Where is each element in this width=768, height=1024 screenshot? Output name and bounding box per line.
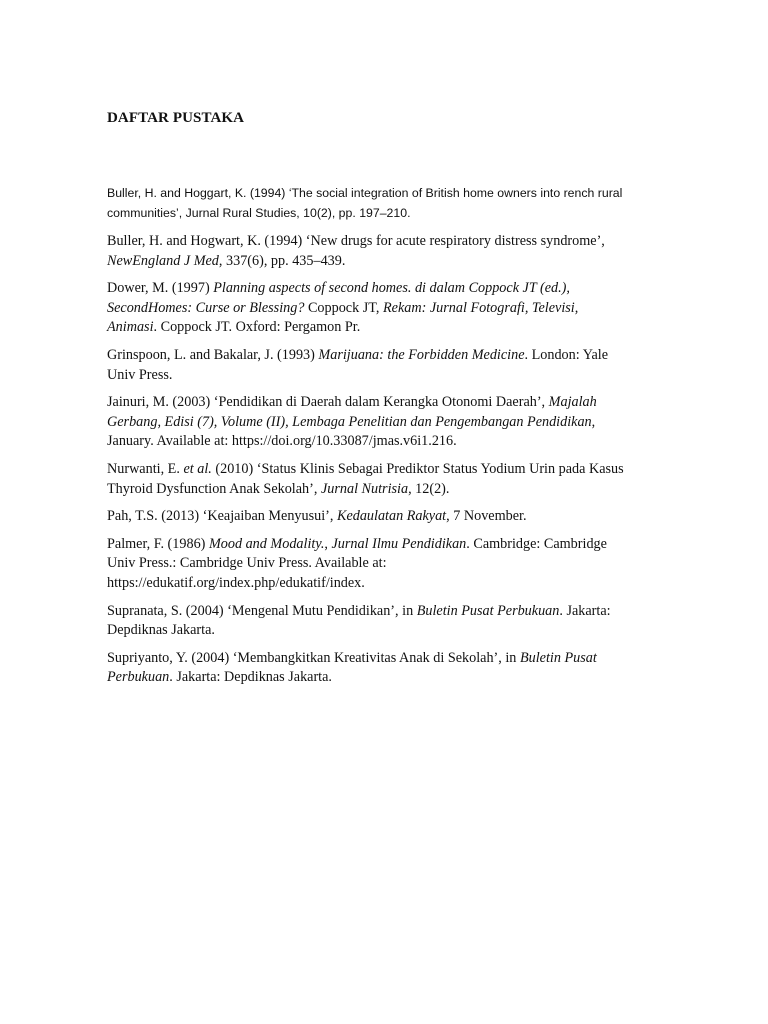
- reference-line: [107, 460, 677, 480]
- italic-text: Animasi: [107, 319, 154, 336]
- reference-text: . Jakarta:: [559, 602, 611, 619]
- reference-line: [107, 413, 677, 433]
- reference-entry: [107, 346, 677, 385]
- reference-line: [107, 554, 677, 574]
- reference-text: , 7 November.: [446, 508, 527, 525]
- reference-entry: [107, 507, 677, 527]
- reference-text: , 12(2).: [408, 480, 450, 497]
- reference-text: January. Available at: https://doi.org/10.33087/jmas.v6i1.216.: [107, 433, 457, 450]
- reference-line: [107, 668, 677, 688]
- reference-entry: [107, 460, 677, 499]
- reference-line: [107, 535, 677, 555]
- reference-entry: [107, 232, 677, 271]
- reference-text: Grinspoon, L. and Bakalar, J. (1993): [107, 346, 319, 363]
- reference-line: [107, 649, 677, 669]
- reference-line: [107, 602, 677, 622]
- italic-text: Perbukuan: [107, 669, 170, 686]
- italic-text: Buletin Pusat: [519, 649, 597, 666]
- reference-text: https://edukatif.org/index.php/edukatif/index.: [107, 574, 365, 591]
- italic-text: Marijuana: the Forbidden Medicine: [318, 346, 525, 363]
- reference-line: [107, 318, 677, 338]
- reference-text: Pah, T.S. (2013) ‘Keajaiban Menyusui’,: [107, 508, 337, 525]
- italic-text: Kedaulatan Rakyat: [336, 508, 447, 525]
- reference-text: Depdiknas Jakarta.: [107, 622, 215, 639]
- italic-text: Mood and Modality.: [208, 535, 325, 552]
- reference-text: ,: [324, 535, 332, 552]
- reference-line: [107, 299, 677, 319]
- reference-text: Nurwanti, E.: [107, 460, 184, 477]
- italic-text: Planning aspects of second homes. di dalam Coppock JT (ed.),: [213, 280, 570, 297]
- reference-line: [107, 621, 677, 641]
- reference-text: Jainuri, M. (2003) ‘Pendidikan di Daerah dalam Kerangka Otonomi Daerah’,: [107, 394, 549, 411]
- reference-entry: [107, 279, 677, 338]
- reference-text: Buller, H. and Hoggart, K. (1994) ‘The social integration of British home owners into rench rural: [107, 186, 623, 200]
- reference-line: [107, 574, 677, 594]
- reference-text: . London: Yale: [524, 346, 609, 363]
- reference-list: [107, 183, 677, 696]
- reference-text: (2010) ‘Status Klinis Sebagai Prediktor Status Yodium Urin pada Kasus: [211, 460, 624, 477]
- reference-text: . Jakarta: Depdiknas Jakarta.: [169, 669, 332, 686]
- reference-text: Coppock JT,: [304, 299, 383, 316]
- reference-line: [107, 366, 677, 386]
- italic-text: et al.: [183, 460, 212, 477]
- italic-text: Jurnal Ilmu Pendidikan: [331, 535, 467, 552]
- reference-text: Supranata, S. (2004) ‘Mengenal Mutu Pendidikan’, in: [107, 602, 417, 619]
- reference-text: Palmer, F. (1986): [107, 535, 209, 552]
- reference-entry: [107, 649, 677, 688]
- page-title: DAFTAR PUSTAKA: [107, 110, 245, 126]
- reference-line: [107, 279, 677, 299]
- italic-text: Buletin Pusat Perbukuan: [416, 602, 560, 619]
- reference-text: Univ Press.: [107, 366, 173, 383]
- italic-text: Gerbang, Edisi (7), Volume (II), Lembaga Penelitian dan Pengembangan Pendidikan: [107, 413, 592, 430]
- reference-text: Buller, H. and Hogwart, K. (1994) ‘New drugs for acute respiratory distress syndrome’,: [107, 233, 605, 249]
- reference-line: [107, 393, 677, 413]
- reference-text: ,: [591, 413, 596, 430]
- reference-entry: [107, 535, 677, 594]
- reference-text: Thyroid Dysfunction Anak Sekolah’,: [107, 480, 321, 497]
- reference-text: Supriyanto, Y. (2004) ‘Membangkitkan Kreativitas Anak di Sekolah’, in: [107, 649, 520, 666]
- italic-text: Rekam: Jurnal Fotografi, Televisi,: [382, 299, 579, 316]
- italic-text: NewEngland J Med: [107, 252, 219, 269]
- reference-text: . Cambridge: Cambridge: [466, 535, 607, 552]
- reference-text: communities’, Jurnal Rural Studies, 10(2), pp. 197–210.: [107, 206, 411, 220]
- reference-entry: [107, 393, 677, 452]
- reference-text: Dower, M. (1997): [107, 280, 214, 297]
- reference-line: [107, 507, 677, 527]
- reference-entry: [107, 183, 677, 223]
- italic-text: Majalah: [548, 394, 597, 411]
- reference-text: . Coppock JT. Oxford: Pergamon Pr.: [153, 319, 361, 336]
- reference-line: [107, 183, 677, 203]
- reference-line: [107, 232, 677, 252]
- italic-text: SecondHomes: Curse or Blessing?: [107, 299, 305, 316]
- italic-text: Jurnal Nutrisia: [320, 480, 409, 497]
- reference-line: [107, 480, 677, 500]
- reference-line: [107, 252, 677, 272]
- reference-text: , 337(6), pp. 435–439.: [218, 252, 346, 269]
- reference-line: [107, 203, 677, 223]
- reference-entry: [107, 602, 677, 641]
- reference-text: Univ Press.: Cambridge Univ Press. Available at:: [107, 555, 387, 572]
- reference-line: [107, 432, 677, 452]
- reference-line: [107, 346, 677, 366]
